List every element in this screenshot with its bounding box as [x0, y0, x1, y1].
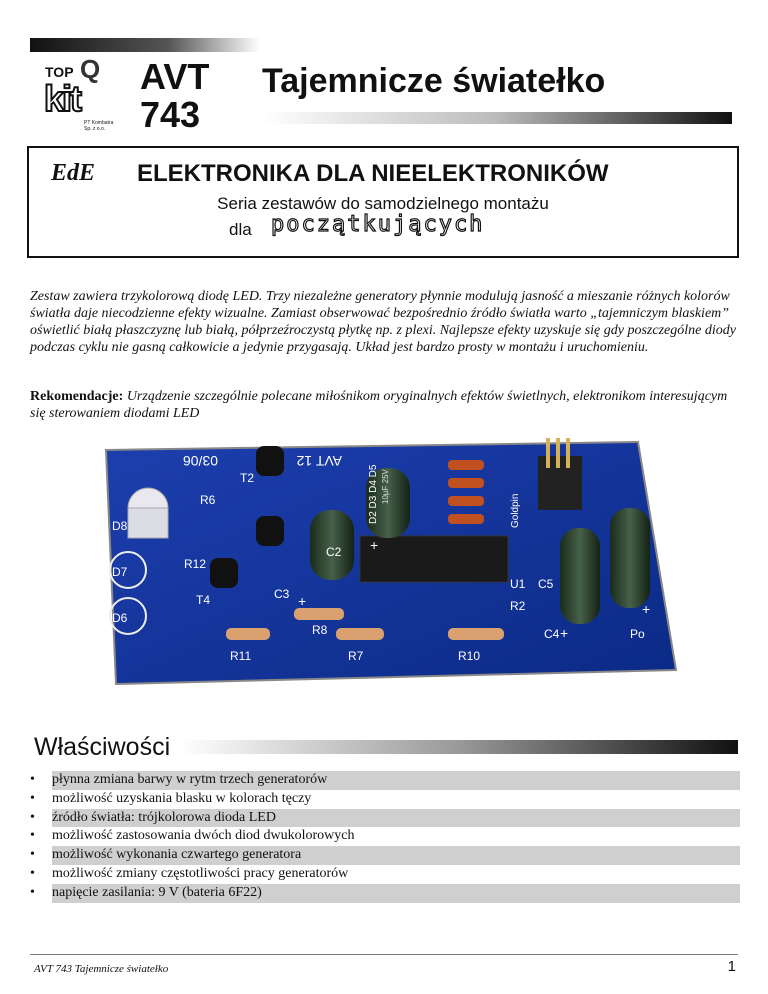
series-box [27, 146, 739, 258]
pcb-label-r2: R2 [510, 599, 526, 613]
footer-divider [30, 954, 738, 955]
goldpin-pin-1 [546, 438, 550, 468]
pcb-label-c2: C2 [326, 545, 342, 559]
list-item [30, 884, 740, 903]
series-heading: ELEKTRONIKA DLA NIEELEKTRONIKÓW [137, 160, 609, 187]
resistor-r8 [294, 608, 344, 620]
pcb-label-po: Po [630, 627, 645, 641]
pcb-cap-label: 10µF 25V [381, 469, 390, 504]
logo-q-text: Q [80, 54, 101, 84]
pcb-label-plus-1: + [298, 593, 307, 609]
logo-kit-text: kit [44, 78, 81, 119]
pcb-board-label: AVT 12 [296, 453, 342, 469]
goldpin-pin-2 [556, 438, 560, 468]
ede-mark: EdE [51, 160, 96, 186]
transistor-t2 [256, 446, 284, 476]
footer-text: AVT 743 Tajemnicze światełko [34, 963, 169, 975]
series-subtitle: Seria zestawów do samodzielnego montażu [217, 194, 549, 213]
diode-d4 [448, 496, 484, 506]
pcb-label-t2: T2 [240, 471, 255, 485]
list-item-text: • możliwość uzyskania blasku w kolorach tęczy [52, 790, 312, 806]
recommendation-paragraph [30, 388, 738, 422]
list-item-text: • możliwość zastosowania dwóch diod dwukolorowych [52, 828, 355, 844]
logo-small-text: PT Kombatra Sp. z o.o. [84, 120, 114, 132]
pcb-label-r12: R12 [184, 557, 207, 571]
properties-title: Właściwości [34, 733, 171, 761]
led-body [128, 508, 168, 538]
topkit-logo [40, 54, 120, 132]
list-item-text: • możliwość wykonania czwartego generatora [52, 846, 740, 865]
list-item-text: • płynna zmiana barwy w rytm trzech generatorów [52, 771, 740, 790]
goldpin-pin-3 [566, 438, 570, 468]
pcb-label-r6: R6 [200, 493, 216, 507]
title-gradient-bar [262, 112, 732, 124]
pcb-label-c5: C5 [538, 577, 554, 591]
pcb-label-r7: R7 [348, 649, 364, 663]
pcb-label-r8: R8 [312, 623, 328, 637]
transistor-t4 [210, 558, 238, 588]
transistor-t3 [256, 516, 284, 546]
recommendation-text: Urządzenie szczególnie polecane miłośnikom oryginalnych efektów świetlnych, elektronikom interesującym się sterowaniem diodami LED [30, 389, 728, 421]
pcb-goldpin-label: Goldpin [510, 493, 521, 528]
list-item [30, 827, 740, 846]
series-dla: dla [229, 220, 252, 239]
list-item [30, 771, 740, 790]
header-gradient-bar [30, 38, 260, 52]
diode-d2 [448, 460, 484, 470]
diode-d5 [448, 514, 484, 524]
cap-c5 [610, 508, 650, 608]
series-level: początkujących [271, 212, 485, 237]
list-item [30, 809, 740, 828]
pcb-label-d8: D8 [112, 519, 128, 533]
list-item [30, 865, 740, 884]
pcb-label-u1: U1 [510, 577, 526, 591]
intro-paragraph: Zestaw zawiera trzykolorową diodę LED. Trzy niezależne generatory płynnie modulują jasność a mieszanie różnych kolorów światła daje niecodzienne efekty wizualne. Zamiast obserwować bezpośrednio źródło światła warto „tajemniczym blaskiem” oświetlić białą płaszczyznę lub białą, półprzeźroczystą płytkę np. z plexi. Najlepsze efekty uzyskuje się gdy poszczególne diody podczas cyklu nie gasną całkowicie a jedynie przygasają. Układ jest bardzo prosty w montażu i uruchomieniu. [30, 289, 736, 355]
list-item [30, 790, 740, 809]
properties-list [30, 771, 740, 903]
pcb-label-plus-4: + [370, 537, 379, 553]
pcb-label-r10: R10 [458, 649, 481, 663]
kit-code-line1: AVT [140, 56, 210, 97]
pcb-label-r11: R11 [230, 649, 252, 663]
resistor-r10 [448, 628, 504, 640]
page-title: Tajemnicze światełko [262, 62, 606, 100]
pcb-date-label: 03/06 [182, 453, 218, 469]
recommendation-label: Rekomendacje: [30, 389, 124, 404]
pcb-label-plus-3: + [642, 601, 651, 617]
pcb-label-plus-2: + [560, 625, 569, 641]
properties-gradient-bar [180, 740, 738, 754]
page-number: 1 [727, 958, 736, 975]
pcb-label-d7: D7 [112, 565, 128, 579]
pcb-label-c4: C4 [544, 627, 560, 641]
list-item-text: • źródło światła: trójkolorowa dioda LED [52, 809, 740, 828]
logo-top-text: TOP [45, 64, 74, 80]
kit-code-line2: 743 [140, 94, 201, 135]
list-item [30, 846, 740, 865]
cap-c4 [560, 528, 600, 624]
diode-d3 [448, 478, 484, 488]
pcb-photo [98, 438, 682, 686]
resistor-r7 [336, 628, 384, 640]
list-item-text: • możliwość zmiany częstotliwości pracy generatorów [52, 865, 349, 881]
kit-code [140, 58, 209, 134]
pcb-label-c3: C3 [274, 587, 290, 601]
pcb-label-diodes: D2 D3 D4 D5 [368, 464, 379, 524]
ic-u1 [360, 536, 508, 582]
pcb-label-t4: T4 [196, 593, 211, 607]
pcb-label-d6: D6 [112, 611, 128, 625]
list-item-text: • napięcie zasilania: 9 V (bateria 6F22) [52, 884, 740, 903]
resistor-r11 [226, 628, 270, 640]
